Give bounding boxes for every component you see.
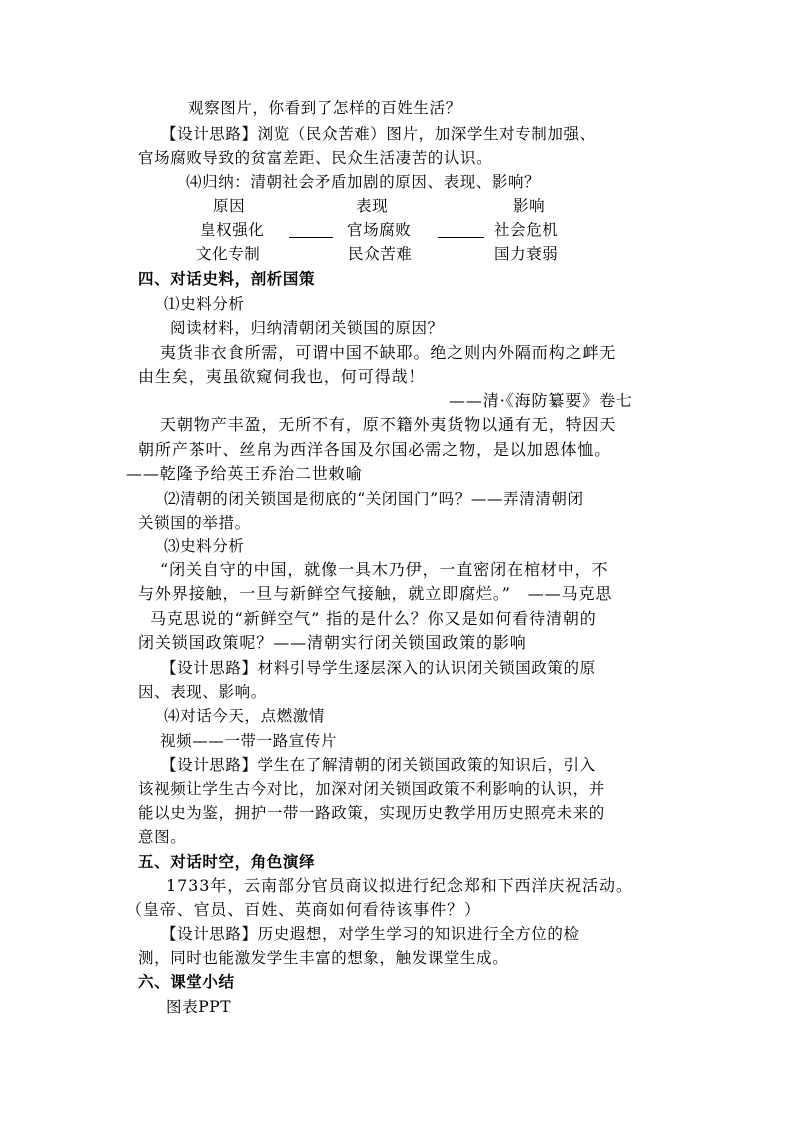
question-line: 马克思说的“新鲜空气” 指的是什么？你又是如何看待清朝的: [150, 609, 597, 628]
section-heading: 五、对话时空，角色演绎: [138, 853, 316, 871]
table-cell: 皇权强化: [200, 221, 265, 239]
quote-line: “闭关自守的中国，就像一具木乃伊，一直密闭在棺材中，不: [160, 560, 609, 579]
table-cell: 文化专制: [196, 245, 261, 263]
quote-line: 天朝物产丰盈，无所不有，原不籍外夷货物以通有无，特因天: [160, 415, 617, 434]
subsection-title: ⑴史料分析: [164, 295, 245, 313]
section-heading: 六、课堂小结: [138, 973, 235, 991]
question-line: 阅读材料，归纳清朝闭关锁国的原因？: [170, 319, 444, 337]
section-heading: 四、对话史料，剖析国策: [138, 270, 316, 288]
design-note-line: 意图。: [138, 828, 187, 846]
quote-line: 与外界接触，一旦与新鲜空气接触，就立即腐烂。” ——马克思: [138, 584, 613, 603]
question-line: ⑷归纳：清朝社会矛盾加剧的原因、表现、影响？: [186, 173, 541, 191]
paragraph-line: 观察图片，你看到了怎样的百姓生活？: [188, 99, 462, 117]
quote-source: ——清·《海防纂要》卷七: [449, 391, 633, 410]
subsection-title: ⑷对话今天，点燃激情: [164, 707, 326, 725]
quote-line: 夷货非衣食所需，可谓中国不缺耶。绝之则内外隔而构之衅无: [160, 343, 617, 362]
question-line: ⑵清朝的闭关锁国是彻底的“关闭国门”吗？——弄清清朝闭: [164, 490, 584, 508]
arrow-blank-line: [438, 237, 484, 238]
design-note-line: 官场腐败导致的贫富差距、民众生活凄苦的认识。: [138, 149, 493, 167]
table-header-cause: 原因: [213, 197, 246, 215]
question-line: 关锁国的举措。: [138, 514, 251, 532]
table-cell: 民众苦难: [348, 245, 413, 263]
quote-source: ——乾隆予给英王乔治二世敕喻: [126, 464, 363, 483]
design-note-line: 该视频让学生古今对比，加深对闭关锁国政策不利影响的认识，并: [138, 780, 605, 798]
design-note-line: 因、表现、影响。: [138, 683, 267, 701]
design-note-line: 【设计思路】浏览（民众苦难）图片，加深学生对专制加强、: [161, 125, 596, 143]
paragraph-line: 1733年，云南部分官员商议拟进行纪念郑和下西洋庆祝活动。: [166, 876, 633, 895]
design-note-line: 【设计思路】学生在了解清朝的闭关锁国政策的知识后，引入: [161, 756, 596, 774]
paragraph-line: 视频——一带一路宣传片: [160, 732, 338, 750]
design-note-line: 【设计思路】材料引导学生逐层深入的认识闭关锁国政策的原: [161, 659, 596, 677]
table-header-manifestation: 表现: [356, 197, 389, 215]
arrow-blank-line: [289, 237, 333, 238]
subsection-title: ⑶史料分析: [164, 537, 245, 555]
quote-line: 由生矣，夷虽欲窥伺我也，何可得哉！: [138, 367, 426, 386]
table-header-impact: 影响: [513, 197, 546, 215]
table-cell: 国力衰弱: [494, 245, 559, 263]
paragraph-line: （皇帝、官员、百姓、英商如何看待该事件？）: [126, 900, 481, 919]
design-note-line: 【设计思路】历史遐想，对学生学习的知识进行全方位的检: [161, 925, 580, 943]
paragraph-line: 图表PPT: [166, 998, 232, 1016]
question-line: 闭关锁国政策呢？——清朝实行闭关锁国政策的影响: [138, 633, 527, 652]
table-cell: 官场腐败: [347, 221, 412, 239]
design-note-line: 能以史为鉴，拥护一带一路政策，实现历史教学用历史照亮未来的: [138, 804, 605, 822]
quote-line: 朝所产茶叶、丝帛为西洋各国及尔国必需之物，是以加恩体恤。: [138, 440, 612, 459]
table-cell: 社会危机: [494, 221, 559, 239]
design-note-line: 测，同时也能激发学生丰富的想象，触发课堂生成。: [138, 949, 509, 967]
